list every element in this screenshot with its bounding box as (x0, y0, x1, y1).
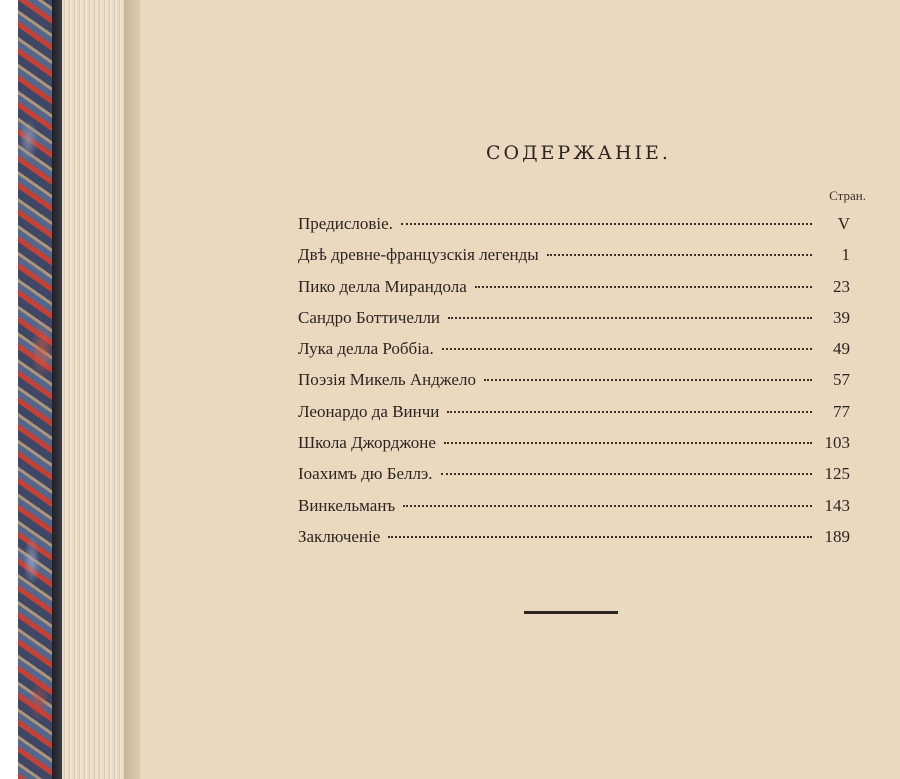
toc-entry-title: Сандро Боттичелли (298, 307, 441, 327)
dot-leader (475, 286, 812, 288)
toc-list (298, 214, 850, 558)
toc-entry-title: Пико делла Мирандола (298, 276, 467, 296)
dot-leader (403, 505, 812, 507)
dot-leader (388, 536, 812, 538)
toc-entry (298, 308, 850, 339)
toc-entry-title: Школа Джорджоне (298, 433, 436, 453)
toc-entry (298, 370, 850, 401)
closing-rule (524, 611, 618, 614)
dot-leader (447, 411, 812, 413)
toc-entry (298, 527, 850, 558)
toc-entry (298, 214, 850, 245)
toc-entry-page: 143 (824, 495, 850, 515)
toc-entry-page: V (837, 214, 850, 233)
toc-entry (298, 402, 850, 433)
toc-entry (298, 245, 850, 276)
dot-leader (547, 254, 812, 256)
toc-entry-page: 125 (824, 464, 850, 484)
toc-entry-title: Леонардо да Винчи (298, 401, 440, 421)
dot-leader (441, 473, 812, 475)
toc-entry (298, 277, 850, 308)
dot-leader (444, 442, 812, 444)
dot-leader (484, 379, 812, 381)
toc-entry-title: Предисловіе. (298, 214, 393, 233)
dot-leader (401, 223, 812, 225)
toc-entry (298, 464, 850, 495)
toc-entry-page: 57 (833, 370, 850, 390)
toc-entry-page: 39 (833, 307, 850, 327)
page-column-label: Стран. (829, 188, 866, 203)
toc-entry-page: 23 (833, 276, 850, 296)
page-block-edge (62, 0, 132, 779)
toc-entry-page: 49 (833, 339, 850, 359)
dot-leader (448, 317, 812, 319)
dot-leader (442, 348, 812, 350)
toc-entry-title: Іоахимъ дю Беллэ. (298, 464, 433, 484)
toc-entry-title: Лука делла Роббіа. (298, 339, 434, 359)
cover-edge (52, 0, 62, 779)
toc-entry (298, 433, 850, 464)
toc-entry-page: 1 (841, 245, 850, 265)
marbled-edge (18, 0, 54, 779)
toc-entry (298, 339, 850, 370)
toc-entry-page: 189 (824, 526, 850, 546)
toc-entry-page: 103 (824, 433, 850, 453)
toc-entry-title: Заключеніе (298, 526, 381, 546)
toc-entry-title: Двѣ древне-французскія легенды (298, 245, 539, 265)
toc-entry-title: Поэзія Микель Анджело (298, 370, 476, 390)
toc-entry (298, 496, 850, 527)
toc-entry-title: Винкельманъ (298, 495, 396, 515)
toc-heading: СОДЕРЖАНІЕ. (486, 142, 671, 164)
toc-entry-page: 77 (833, 401, 850, 421)
